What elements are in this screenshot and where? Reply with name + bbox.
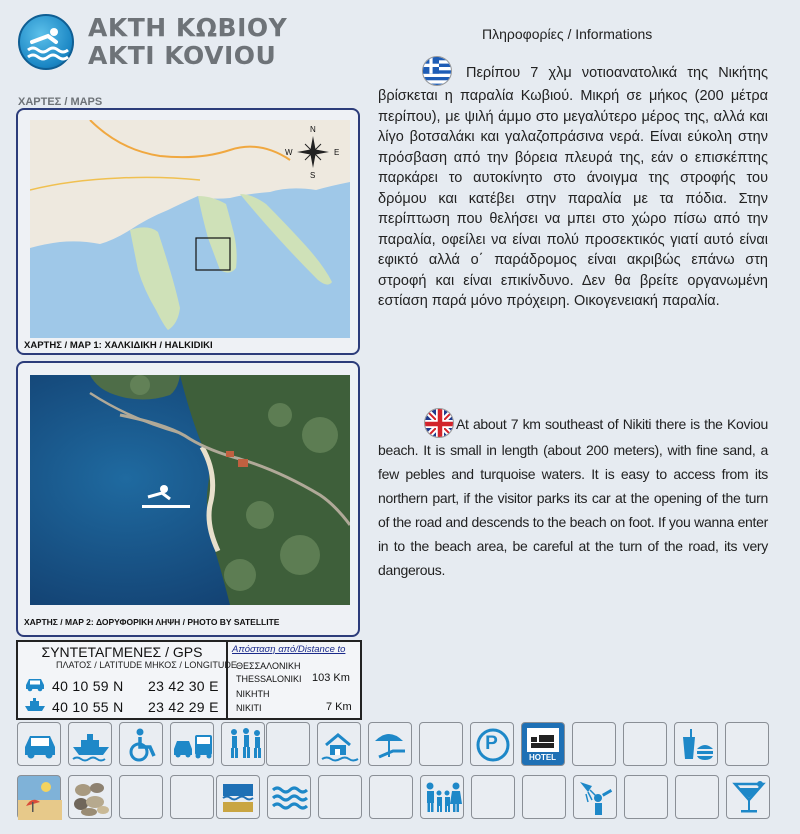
ship-small-icon [24,698,46,712]
uk-flag-icon [424,408,454,438]
page-title-greek: ΑΚΤΗ ΚΩΒΙΟΥ [88,13,288,42]
parking-label: P [485,733,498,754]
transport-icon[interactable] [170,722,214,766]
lifeguard-icon[interactable] [317,722,361,766]
gps-coordinates [18,642,237,718]
empty-facility-slot [623,722,667,766]
compass-e: E [334,148,340,157]
distance-nikiti-latin: NIKITI [236,703,262,713]
cocktail-icon[interactable] [726,775,770,819]
empty-facility-slot [170,775,214,819]
sand-beach-icon[interactable] [17,775,61,819]
car-icon[interactable] [17,722,61,766]
empty-facility-slot [119,775,163,819]
map1-caption: ΧΑΡΤΗΣ / MAP 1: ΧΑΛΚΙΔΙΚΗ / HALKIDIKI [24,340,213,351]
map2-satellite-image[interactable] [30,375,350,605]
greek-text: Περίπου 7 χλμ νοτιοανατολικά της Νικήτης βρίσκεται η παραλία Κωβιού. Μικρή σε μήκος (200 μέτρα περίπου), με ψιλή άμμο στο μεγαλύτερο μέρος της, αλλά και λίγο βοτσαλάκι και γαλαζοπράσινα νερά. Είναι εύκολη στην πρόσβαση από την βόρεια πλευρά της, εάν ο επισκέπτης παρκάρει το αυτοκίνητο στο άνοιγμα της στροφής του δρόμου και κατέβει στην παραλία με τα πόδια. Στην περίπτωση που θελήσει να μπει στο χώρο πίσω από την παραλία, οφείλει να είναι πολύ προσεκτικός γιατί αυτό είναι εφικτό αλλά ο΄ παράδρομος είναι ακριβώς επάνω στη στροφή και είναι επικίνδυνο. Δεν θα βρείτε οργανωμένη εστίαση παρά μόνο πρόχειρη. Οικογενειακή παραλία. [378,65,768,309]
hiking-icon[interactable] [221,722,265,766]
english-text: At about 7 km southeast of Nikiti there is the Koviou beach. It is small in length (about 200 meters), with fine sand, a few pebles and turquoise waters. It is easy to access from its northern part, if the visitor parks its car at the opening of the turn of the road and descends to the beach on foot. If you wanna enter in to the beach area, be careful at the turn of the road, its very dangerous. [378,416,768,578]
page-title-latin: AKTI KOVIOU [88,41,277,70]
family-icon[interactable] [420,775,464,819]
distance-nikiti-value: 7 Km [326,701,352,713]
waves-icon[interactable] [267,775,311,819]
empty-facility-slot [419,722,463,766]
map2-caption: ΧΑΡΤΗΣ / MAP 2: ΔΟΡΥΦΟΡΙΚΗ ΛΗΨΗ / PHOTO BY SATELLITE [24,617,280,627]
car-longitude: 23 42 30 E [148,678,219,694]
map1-panel [16,108,360,355]
greek-description [378,56,768,312]
compass-s: S [310,171,316,180]
ship-icon[interactable] [68,722,112,766]
map1-image[interactable] [30,120,350,338]
empty-facility-slot [369,775,413,819]
distance-title: Απόσταση από/Distance to [232,644,346,655]
sand-waves-icon[interactable] [216,775,260,819]
info-heading: Πληροφορίες / Informations [482,26,653,42]
compass-n: N [310,125,316,134]
empty-facility-slot [522,775,566,819]
empty-facility-slot [266,722,310,766]
ship-longitude: 23 42 29 E [148,699,219,715]
map2-panel [16,361,360,637]
greek-flag-icon [422,56,452,86]
wheelchair-icon[interactable] [119,722,163,766]
parking-icon[interactable] [470,722,514,766]
shower-icon[interactable] [573,775,617,819]
empty-facility-slot [318,775,362,819]
empty-facility-slot [572,722,616,766]
empty-facility-slot [725,722,769,766]
distance-nikiti-greek: ΝΙΚΗΤΗ [236,689,270,699]
distance-thessaloniki-greek: ΘΕΣΣΑΛΟΝΙΚΗ [236,661,301,671]
gps-title: ΣΥΝΤΕΤΑΓΜΕΝΕΣ / GPS [41,644,203,660]
distance-thessaloniki-value: 103 Km [312,672,350,684]
swimmer-logo-icon [18,14,74,70]
empty-facility-slot [624,775,668,819]
car-small-icon [24,676,46,692]
hotel-icon[interactable] [521,722,565,766]
empty-facility-slot [675,775,719,819]
ship-latitude: 40 10 55 N [52,699,124,715]
gps-panel [16,640,362,720]
distance-thessaloniki-latin: THESSALONIKI [236,674,302,684]
gps-subtitle: ΠΛΑΤΟΣ / LATITUDE ΜΗΚΟΣ / LONGITUDE [56,660,237,670]
car-latitude: 40 10 59 N [52,678,124,694]
english-description [378,408,768,582]
pebbles-icon[interactable] [68,775,112,819]
fastfood-icon[interactable] [674,722,718,766]
hotel-label: HOTEL [528,753,557,762]
empty-facility-slot [471,775,515,819]
maps-heading: ΧΑΡΤΕΣ / MAPS [18,96,103,108]
compass-w: W [285,148,293,157]
sunbed-icon[interactable] [368,722,412,766]
